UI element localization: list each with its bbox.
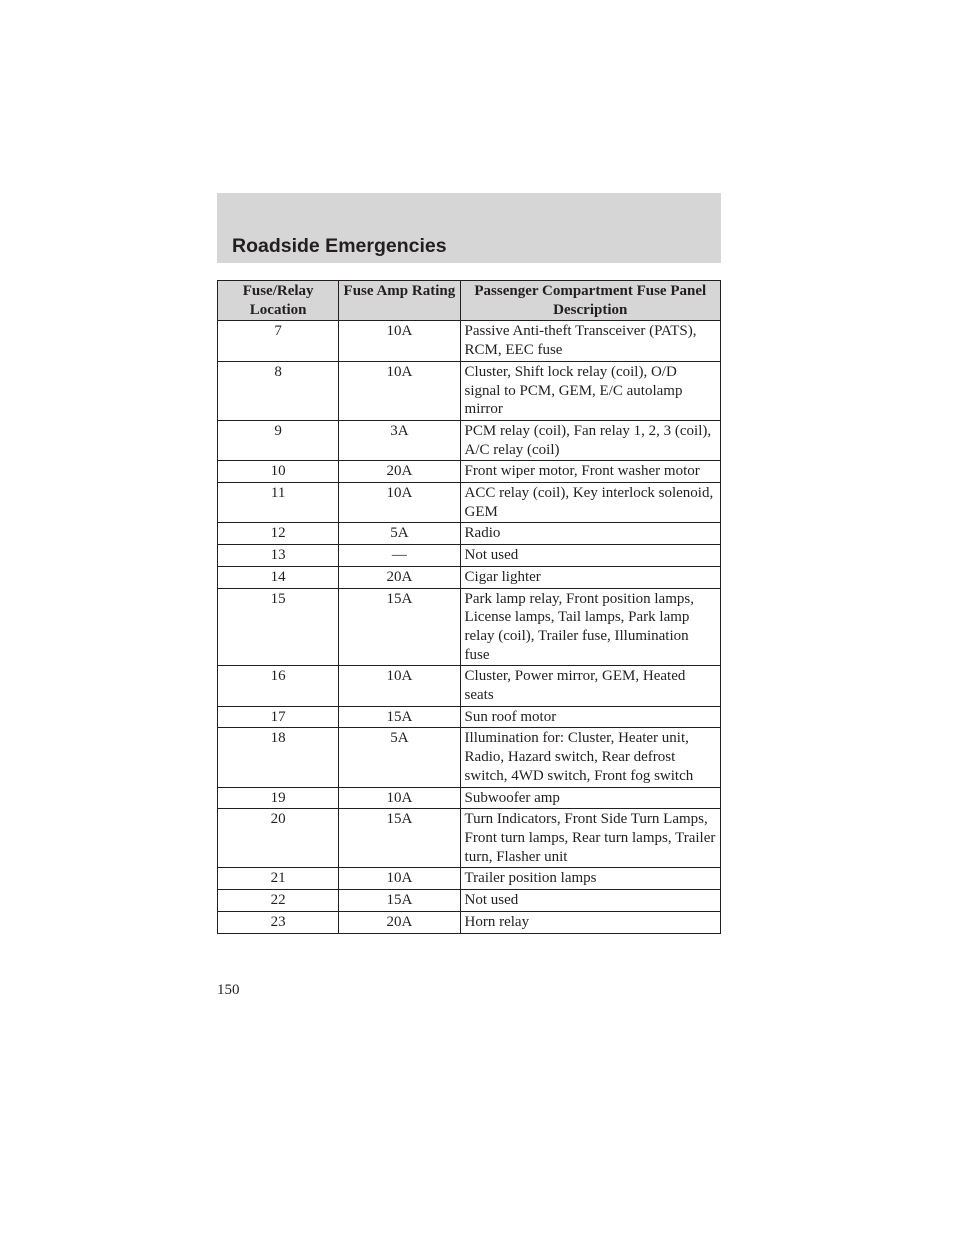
fuse-description-cell: Illumination for: Cluster, Heater unit, Radio, Hazard switch, Rear defrost switch, 4WD switch, Front fog switch [460, 728, 720, 787]
fuse-location-cell: 21 [218, 868, 339, 890]
fuse-description-cell: Not used [460, 890, 720, 912]
fuse-description-cell: Subwoofer amp [460, 787, 720, 809]
fuse-amp-cell: 15A [339, 706, 460, 728]
table-row [218, 483, 721, 523]
table-row [218, 911, 721, 933]
section-header [217, 193, 721, 263]
table-row [218, 420, 721, 460]
fuse-description-cell: Passive Anti-theft Transceiver (PATS), RCM, EEC fuse [460, 321, 720, 361]
table-row [218, 787, 721, 809]
fuse-location-cell: 17 [218, 706, 339, 728]
fuse-description-cell: Park lamp relay, Front position lamps, License lamps, Tail lamps, Park lamp relay (coil), Trailer fuse, Illumination fuse [460, 588, 720, 666]
fuse-amp-cell: 15A [339, 809, 460, 868]
table-row [218, 728, 721, 787]
fuse-amp-cell: 3A [339, 420, 460, 460]
section-title: Roadside Emergencies [232, 235, 447, 257]
fuse-description-cell: Front wiper motor, Front washer motor [460, 461, 720, 483]
fuse-description-cell: Turn Indicators, Front Side Turn Lamps, Front turn lamps, Rear turn lamps, Trailer turn, Flasher unit [460, 809, 720, 868]
fuse-amp-cell: 10A [339, 321, 460, 361]
fuse-amp-cell: 10A [339, 361, 460, 420]
fuse-location-cell: 9 [218, 420, 339, 460]
fuse-location-cell: 10 [218, 461, 339, 483]
fuse-location-cell: 20 [218, 809, 339, 868]
table-row [218, 566, 721, 588]
table-row [218, 809, 721, 868]
table-row [218, 545, 721, 567]
table-row [218, 706, 721, 728]
header-description: Passenger Compartment Fuse Panel Description [460, 281, 720, 321]
fuse-location-cell: 13 [218, 545, 339, 567]
fuse-location-cell: 12 [218, 523, 339, 545]
fuse-amp-cell: 10A [339, 787, 460, 809]
fuse-description-cell: ACC relay (coil), Key interlock solenoid, GEM [460, 483, 720, 523]
fuse-amp-cell: 5A [339, 728, 460, 787]
fuse-location-cell: 11 [218, 483, 339, 523]
fuse-amp-cell: 10A [339, 666, 460, 706]
fuse-amp-cell: 15A [339, 890, 460, 912]
fuse-location-cell: 23 [218, 911, 339, 933]
fuse-location-cell: 18 [218, 728, 339, 787]
fuse-amp-cell: 5A [339, 523, 460, 545]
fuse-location-cell: 19 [218, 787, 339, 809]
fuse-amp-cell: 10A [339, 483, 460, 523]
fuse-location-cell: 7 [218, 321, 339, 361]
table-row [218, 523, 721, 545]
fuse-location-cell: 22 [218, 890, 339, 912]
fuse-location-cell: 15 [218, 588, 339, 666]
fuse-description-cell: Not used [460, 545, 720, 567]
fuse-description-cell: Radio [460, 523, 720, 545]
table-row [218, 890, 721, 912]
fuse-table [217, 280, 721, 934]
table-row [218, 461, 721, 483]
fuse-description-cell: Cigar lighter [460, 566, 720, 588]
fuse-description-cell: Horn relay [460, 911, 720, 933]
fuse-description-cell: Trailer position lamps [460, 868, 720, 890]
fuse-amp-cell: 20A [339, 911, 460, 933]
table-row [218, 321, 721, 361]
fuse-location-cell: 16 [218, 666, 339, 706]
fuse-amp-cell: 15A [339, 588, 460, 666]
fuse-amp-cell: — [339, 545, 460, 567]
fuse-description-cell: Sun roof motor [460, 706, 720, 728]
table-row [218, 868, 721, 890]
fuse-description-cell: Cluster, Power mirror, GEM, Heated seats [460, 666, 720, 706]
fuse-location-cell: 8 [218, 361, 339, 420]
fuse-amp-cell: 20A [339, 461, 460, 483]
table-row [218, 361, 721, 420]
page-number: 150 [217, 982, 240, 998]
fuse-amp-cell: 10A [339, 868, 460, 890]
header-amp-rating: Fuse Amp Rating [339, 281, 460, 321]
table-row [218, 588, 721, 666]
header-location: Fuse/Relay Location [218, 281, 339, 321]
fuse-amp-cell: 20A [339, 566, 460, 588]
fuse-table-body [218, 321, 721, 933]
fuse-description-cell: PCM relay (coil), Fan relay 1, 2, 3 (coil), A/C relay (coil) [460, 420, 720, 460]
table-row [218, 666, 721, 706]
fuse-description-cell: Cluster, Shift lock relay (coil), O/D signal to PCM, GEM, E/C autolamp mirror [460, 361, 720, 420]
fuse-location-cell: 14 [218, 566, 339, 588]
table-header-row [218, 281, 721, 321]
